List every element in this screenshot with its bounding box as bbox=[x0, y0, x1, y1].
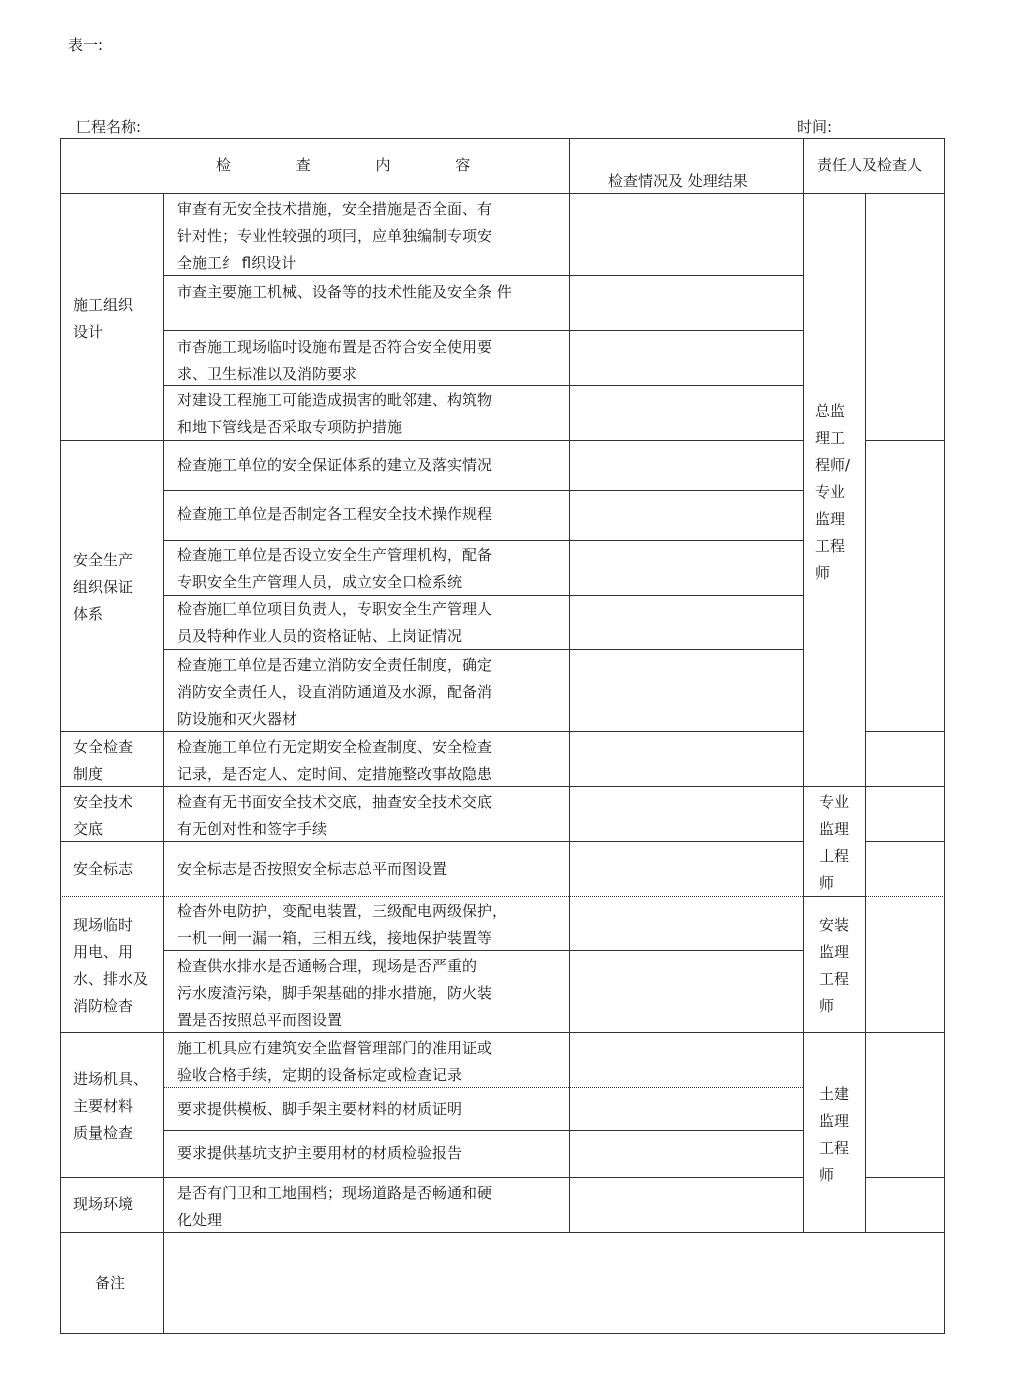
text-line: 工程 bbox=[819, 1139, 850, 1157]
text-line: 专职安全生产管理人员，成立安全口检系统 bbox=[177, 573, 463, 591]
text-line: 工程 bbox=[815, 537, 846, 555]
text-line: 专业 bbox=[819, 793, 850, 811]
text-line: 现场临时 bbox=[73, 916, 134, 934]
text-line: 要求提供基坑支护主要用材的材质检验报告 bbox=[177, 1144, 463, 1162]
text-line: 施工机具应冇建筑安全监督管理部门的准用证或 bbox=[177, 1039, 493, 1057]
time-label: 时间: bbox=[797, 118, 833, 136]
text-line: 化处理 bbox=[177, 1211, 223, 1229]
text-line: 和地下管线是否采取专项防护措施 bbox=[177, 418, 403, 436]
text-line: 市杳施工现场临吋设施布置是否符合安全使用要 bbox=[177, 338, 493, 356]
group-tech-briefing bbox=[73, 789, 133, 843]
item-16 bbox=[177, 1096, 462, 1123]
text-line: 师 bbox=[819, 997, 835, 1015]
text-line: 土建 bbox=[819, 1085, 850, 1103]
text-line: 记录，是否定人、定时间、定措施整改事故隐患 bbox=[177, 765, 493, 783]
item-11 bbox=[177, 789, 492, 843]
project-name-label: 匚程名称: bbox=[76, 118, 142, 136]
text-line: 总监 bbox=[815, 402, 846, 420]
header-person: 责任人及检查人 bbox=[817, 156, 923, 174]
text-line: 程师/ bbox=[815, 456, 851, 474]
text-line: 安全标志 bbox=[73, 860, 134, 878]
group-equipment-materials bbox=[73, 1066, 148, 1147]
item-18 bbox=[177, 1180, 492, 1234]
table-number: 表一: bbox=[68, 36, 104, 54]
item-10 bbox=[177, 734, 492, 788]
person-civil-engineer bbox=[819, 1081, 849, 1189]
text-line: 水、排水及 bbox=[73, 970, 149, 988]
text-line: 检查施工单位是否建立消防安全责任制度，确定 bbox=[177, 656, 493, 674]
item-1 bbox=[177, 196, 492, 277]
item-9 bbox=[177, 652, 492, 733]
text-line: 安全技术 bbox=[73, 793, 134, 811]
text-line: 交底 bbox=[73, 820, 104, 838]
text-line: 要求提供模板、脚手架主要材料的材质证明 bbox=[177, 1100, 463, 1118]
item-2 bbox=[177, 279, 512, 306]
text-line: 备注 bbox=[95, 1274, 126, 1292]
item-5 bbox=[177, 452, 492, 479]
text-line: 理工 bbox=[815, 429, 846, 447]
group-safety-signs bbox=[73, 856, 133, 883]
text-line: 现场环境 bbox=[73, 1195, 134, 1213]
text-line: 污水废渣污染，脚手架基础的排水措施，防火装 bbox=[177, 984, 493, 1002]
text-line: 消防安全责任人，设直消防通道及水源，配备消 bbox=[177, 683, 493, 701]
text-line: 员及特种作业人员的资格证帖、上岗证情况 bbox=[177, 627, 463, 645]
text-line: 针对性；专业性较强的项冃，应单独编制专项安 bbox=[177, 227, 493, 245]
text-line: 制度 bbox=[73, 765, 104, 783]
text-line: 师 bbox=[815, 564, 831, 582]
text-line: 检杳施匚单位项目负责人，专职安全生产管理人 bbox=[177, 600, 493, 618]
item-17 bbox=[177, 1140, 462, 1167]
item-6 bbox=[177, 501, 492, 528]
text-line: 是否有门卫和工地围档；现场道路是否畅通和硬 bbox=[177, 1184, 493, 1202]
text-line: 消防检杳 bbox=[73, 997, 134, 1015]
text-line: 审查有无安全技术措施，安全措施是否全面、有 bbox=[177, 200, 493, 218]
item-13 bbox=[177, 898, 507, 952]
text-line: 一机一闸一漏一箱，三相五线，接地保护装置等 bbox=[177, 929, 493, 947]
item-3 bbox=[177, 334, 492, 388]
text-line: 监理 bbox=[819, 820, 850, 838]
text-line: 专业 bbox=[815, 483, 846, 501]
person-specialty-engineer bbox=[819, 789, 849, 897]
person-chief-engineer bbox=[815, 398, 850, 587]
item-14 bbox=[177, 953, 492, 1034]
group-remarks bbox=[95, 1270, 125, 1297]
group-site-environment bbox=[73, 1191, 133, 1218]
text-line: 安全生产 bbox=[73, 551, 134, 569]
text-line: 监理 bbox=[819, 943, 850, 961]
item-12 bbox=[177, 856, 447, 883]
text-line: 主要材料 bbox=[73, 1097, 134, 1115]
text-line: 女全检查 bbox=[73, 738, 134, 756]
text-line: 市查主要施工机械、设备等的技术性能及安全条 件 bbox=[177, 283, 512, 301]
text-line: 检查有无书面安全技术交底，抽查安全技术交底 bbox=[177, 793, 493, 811]
text-line: 进场机具、 bbox=[73, 1070, 149, 1088]
text-line: 验收合格手续，定期的设备标定或检查记录 bbox=[177, 1066, 463, 1084]
text-line: 监理 bbox=[819, 1112, 850, 1130]
text-line: 检查施工单位是否设立安全生产管理机构，配备 bbox=[177, 546, 493, 564]
text-line: 检杳外电防护，变配电装置，三级配电两级保护， bbox=[177, 902, 508, 920]
text-line: 求、卫生标准以及消防要求 bbox=[177, 365, 358, 383]
header-content: 检 查 内 容 bbox=[216, 156, 501, 174]
text-line: 检查施工单位的安全保证体系的建立及落实情况 bbox=[177, 456, 493, 474]
text-line: 师 bbox=[819, 1166, 835, 1184]
text-line: 置是否按照总平而图设置 bbox=[177, 1011, 343, 1029]
text-line: 施工组织 bbox=[73, 296, 134, 314]
text-line: 质量检查 bbox=[73, 1124, 134, 1142]
text-line: 组织保证 bbox=[73, 578, 134, 596]
text-line: 检查施工单位冇无定期安全检查制度、安全检查 bbox=[177, 738, 493, 756]
text-line: 安装 bbox=[819, 916, 850, 934]
item-15 bbox=[177, 1035, 492, 1089]
item-8 bbox=[177, 596, 492, 650]
text-line: 用电、用 bbox=[73, 943, 134, 961]
text-line: 设计 bbox=[73, 323, 104, 341]
text-line: 全施工纟 fl织设计 bbox=[177, 254, 297, 272]
text-line: 工程 bbox=[819, 970, 850, 988]
text-line: 师 bbox=[819, 874, 835, 892]
text-line: 监理 bbox=[815, 510, 846, 528]
group-temp-utilities bbox=[73, 912, 148, 1020]
text-line: 安全标志是否按照安全标志总平而图设置 bbox=[177, 860, 448, 878]
text-line: 防设施和灭火器材 bbox=[177, 710, 298, 728]
text-line: 丄程 bbox=[819, 847, 850, 865]
header-result: 检查情况及 处理结果 bbox=[608, 172, 748, 190]
item-4 bbox=[177, 387, 492, 441]
group-inspection-system bbox=[73, 734, 133, 788]
item-7 bbox=[177, 542, 492, 596]
text-line: 检查施工单位是否制定各工程安全技术操作规程 bbox=[177, 505, 493, 523]
text-line: 检查供水排水是否通畅合理，现场是否严重的 bbox=[177, 957, 478, 975]
text-line: 对建设工程施工可能造成损害的毗邻建、构筑物 bbox=[177, 391, 493, 409]
text-line: 体系 bbox=[73, 605, 104, 623]
person-installation-engineer bbox=[819, 912, 849, 1020]
group-safety-system bbox=[73, 547, 133, 628]
text-line: 有无创对性和签字手续 bbox=[177, 820, 328, 838]
group-construction-design bbox=[73, 292, 133, 346]
